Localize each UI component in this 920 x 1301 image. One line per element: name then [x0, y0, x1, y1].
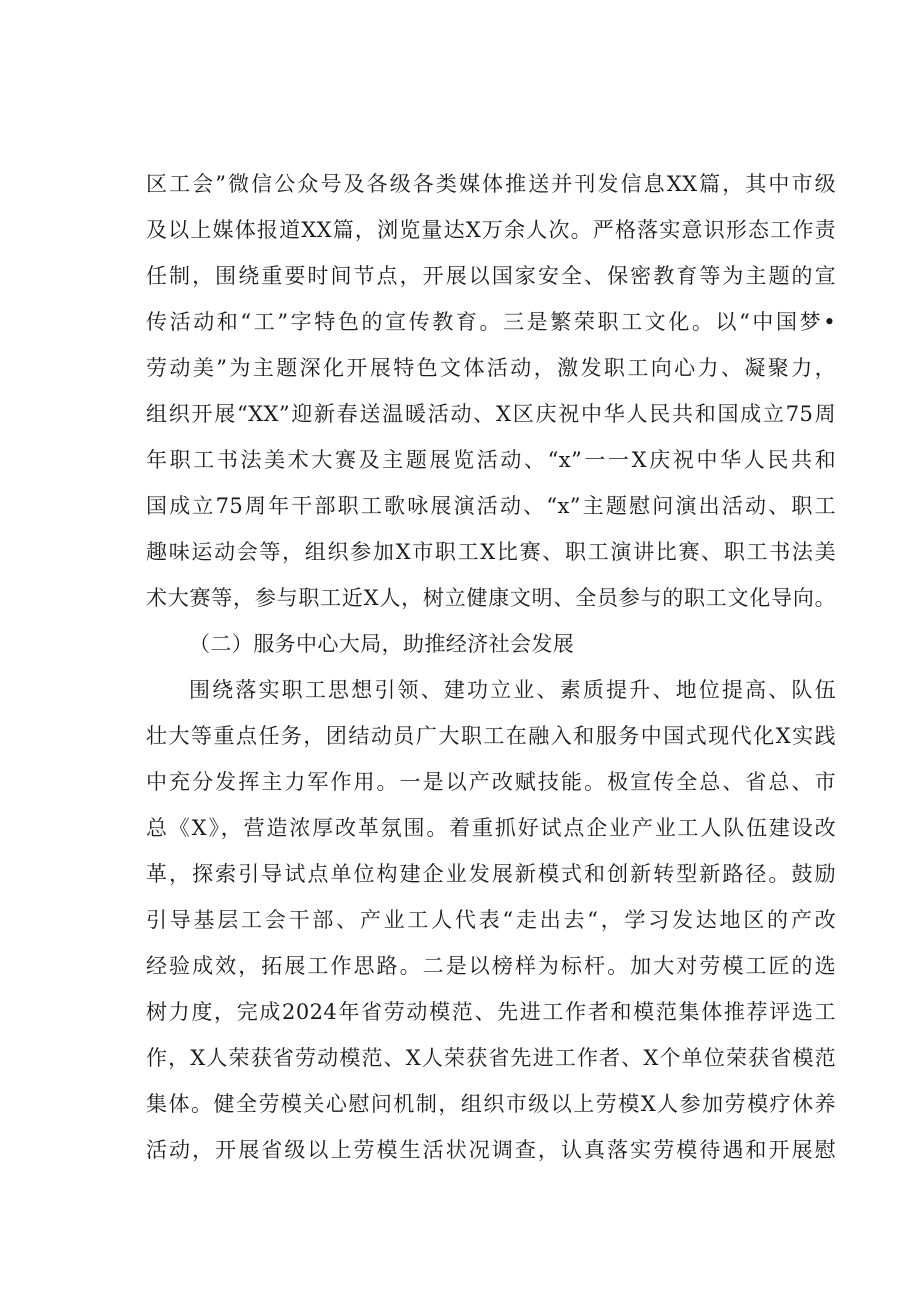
paragraph-line: 总《X》，营造浓厚改革氛围。着重抓好试点企业产业工人队伍建设改 [146, 816, 836, 840]
paragraph-line: 围绕落实职工思想引领、建功立业、素质提升、地位提高、队伍 [189, 678, 836, 702]
paragraph-line: 壮大等重点任务，团结动员广大职工在融入和服务中国式现代化X实践 [146, 724, 836, 748]
paragraph-line: 及以上媒体报道XX篇，浏览量达X万余人次。严格落实意识形态工作责 [146, 218, 836, 242]
paragraph-line: 术大赛等，参与职工近X人，树立健康文明、全员参与的职工文化导向。 [146, 586, 836, 610]
paragraph-line: 区工会”微信公众号及各级各类媒体推送并刊发信息XX篇，其中市级 [146, 172, 836, 196]
paragraph-line: 国成立75周年干部职工歌咏展演活动、“x”主题慰问演出活动、职工 [146, 494, 836, 518]
paragraph-line: 革，探索引导试点单位构建企业发展新模式和创新转型新路径。鼓励 [146, 862, 836, 886]
paragraph-line: 集体。健全劳模关心慰问机制，组织市级以上劳模X人参加劳模疗休养 [146, 1092, 836, 1116]
paragraph-line: 劳动美”为主题深化开展特色文体活动，激发职工向心力、凝聚力， [146, 356, 836, 380]
paragraph-line: 中充分发挥主力军作用。一是以产改赋技能。极宣传全总、省总、市 [146, 770, 836, 794]
paragraph-line: 活动，开展省级以上劳模生活状况调查，认真落实劳模待遇和开展慰 [146, 1138, 836, 1162]
paragraph-line: 年职工书法美术大赛及主题展览活动、“x”一一X庆祝中华人民共和 [146, 448, 836, 472]
paragraph-line: 趣味运动会等，组织参加X市职工X比赛、职工演讲比赛、职工书法美 [146, 540, 836, 564]
paragraph-line: 树力度，完成2024年省劳动模范、先进工作者和模范集体推荐评选工 [146, 1000, 836, 1024]
paragraph-line: 引导基层工会干部、产业工人代表“走出去“，学习发达地区的产改 [146, 908, 836, 932]
section-heading: （二）服务中心大局，助推经济社会发展 [189, 632, 575, 656]
paragraph-line: 传活动和“工”字特色的宣传教育。三是繁荣职工文化。以“中国梦• [146, 310, 836, 334]
paragraph-line: 组织开展“XX”迎新春送温暖活动、X区庆祝中华人民共和国成立75周 [146, 402, 836, 426]
paragraph-line: 作，X人荣获省劳动模范、X人荣获省先进工作者、X个单位荣获省模范 [146, 1046, 836, 1070]
paragraph-line: 经验成效，拓展工作思路。二是以榜样为标杆。加大对劳模工匠的选 [146, 954, 836, 978]
paragraph-line: 任制，围绕重要时间节点，开展以国家安全、保密教育等为主题的宣 [146, 264, 836, 288]
